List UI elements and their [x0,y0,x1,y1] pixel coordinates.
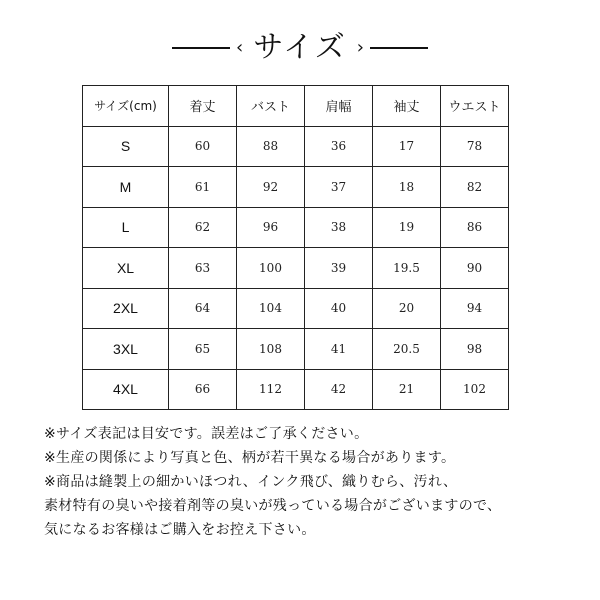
waist-cell: 82 [441,167,509,208]
shoulder-cell: 40 [305,288,373,329]
header-bust: バスト [237,86,305,127]
length-cell: 64 [169,288,237,329]
size-cell: XL [83,248,169,289]
size-cell: L [83,207,169,248]
page-title [0,26,600,70]
sleeve-cell: 20 [373,288,441,329]
waist-cell: 98 [441,329,509,370]
header-size: サイズ(cm) [83,86,169,127]
size-cell: 3XL [83,329,169,370]
size-cell: M [83,167,169,208]
bust-cell: 96 [237,207,305,248]
waist-cell: 102 [441,369,509,410]
waist-cell: 86 [441,207,509,248]
note-refrain-purchase: 気になるお客様はご購入をお控え下さい。 [44,522,316,538]
chevron-right-icon: › [356,37,364,58]
length-cell: 66 [169,369,237,410]
title-text: サイズ [253,30,347,65]
length-cell: 62 [169,207,237,248]
size-cell: 2XL [83,288,169,329]
note-color-disclaimer: ※生産の関係により写真と色、柄が若干異なる場合があります。 [44,450,456,466]
sleeve-cell: 19.5 [373,248,441,289]
shoulder-cell: 39 [305,248,373,289]
bust-cell: 100 [237,248,305,289]
sleeve-cell: 19 [373,207,441,248]
shoulder-cell: 42 [305,369,373,410]
size-cell: 4XL [83,369,169,410]
size-cell: S [83,126,169,167]
shoulder-cell: 38 [305,207,373,248]
waist-cell: 94 [441,288,509,329]
bust-cell: 104 [237,288,305,329]
table-header-row [83,86,509,127]
table-row [83,207,509,248]
waist-cell: 78 [441,126,509,167]
shoulder-cell: 36 [305,126,373,167]
table-row [83,369,509,410]
title-divider-right [370,47,428,49]
table-row [83,288,509,329]
header-shoulder: 肩幅 [305,86,373,127]
title-divider-left [172,47,230,49]
size-chart-table [82,85,509,410]
length-cell: 60 [169,126,237,167]
notes-section [44,422,584,542]
table-row [83,167,509,208]
bust-cell: 108 [237,329,305,370]
note-sewing-disclaimer: ※商品は縫製上の細かいほつれ、インク飛び、織りむら、汚れ、 [44,474,458,490]
shoulder-cell: 41 [305,329,373,370]
header-waist: ウエスト [441,86,509,127]
waist-cell: 90 [441,248,509,289]
header-length: 着丈 [169,86,237,127]
bust-cell: 92 [237,167,305,208]
bust-cell: 112 [237,369,305,410]
sleeve-cell: 21 [373,369,441,410]
chevron-left-icon: ‹ [235,37,244,58]
sleeve-cell: 17 [373,126,441,167]
length-cell: 65 [169,329,237,370]
header-sleeve: 袖丈 [373,86,441,127]
table-row [83,248,509,289]
sleeve-cell: 18 [373,167,441,208]
note-size-disclaimer: ※サイズ表記は目安です。誤差はご了承ください。 [44,426,369,442]
table-row [83,126,509,167]
table-row [83,329,509,370]
length-cell: 61 [169,167,237,208]
shoulder-cell: 37 [305,167,373,208]
sleeve-cell: 20.5 [373,329,441,370]
length-cell: 63 [169,248,237,289]
bust-cell: 88 [237,126,305,167]
note-odor-disclaimer: 素材特有の臭いや接着剤等の臭いが残っている場合がございますので、 [44,498,502,514]
